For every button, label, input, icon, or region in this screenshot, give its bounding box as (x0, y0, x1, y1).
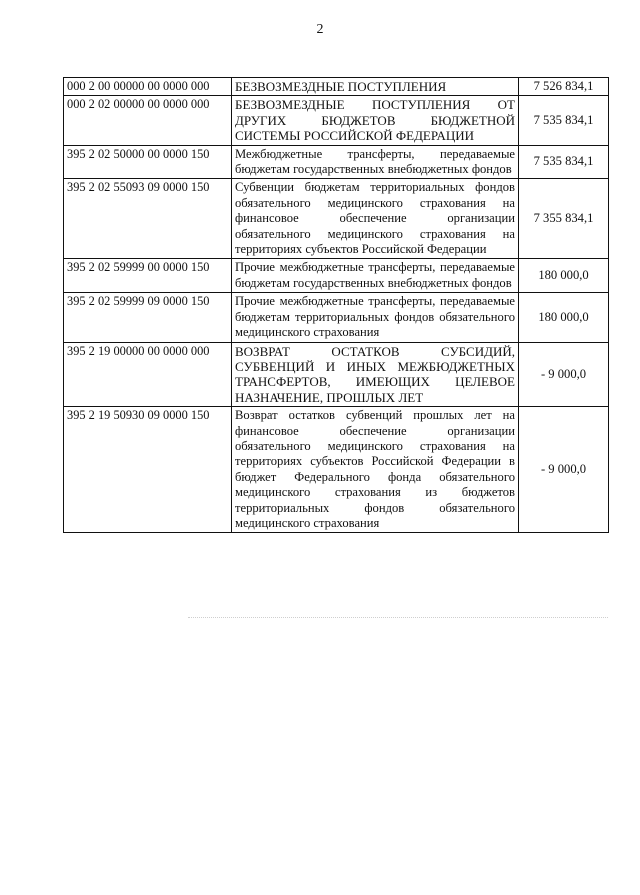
amount-cell: 180 000,0 (519, 259, 609, 293)
budget-code-cell: 395 2 02 59999 00 0000 150 (64, 259, 232, 293)
amount-cell: - 9 000,0 (519, 342, 609, 407)
budget-code-cell: 395 2 19 50930 09 0000 150 (64, 407, 232, 533)
description-cell: Прочие межбюджетные трансферты, передаваемые бюджетам территориальных фондов обязательного медицинского страхования (232, 293, 519, 342)
amount-cell: 7 526 834,1 (519, 78, 609, 96)
amount-cell: 7 535 834,1 (519, 96, 609, 145)
description-cell: Возврат остатков субвенций прошлых лет на финансовое обеспечение организации обязательного медицинского страхования на территориях субъектов Российской Федерации в бюджет Федерального фонда обязательного медицинского страхования из бюджетов территориальных фондов обязательного медицинского страхования (232, 407, 519, 533)
budget-revenue-table (63, 77, 609, 533)
scan-artifact-line (188, 617, 608, 619)
budget-code-cell: 395 2 02 59999 09 0000 150 (64, 293, 232, 342)
table-row (64, 407, 609, 533)
amount-cell: - 9 000,0 (519, 407, 609, 533)
description-cell: Межбюджетные трансферты, передаваемые бюджетам государственных внебюджетных фондов (232, 145, 519, 179)
budget-code-cell: 395 2 02 50000 00 0000 150 (64, 145, 232, 179)
description-cell: Прочие межбюджетные трансферты, передаваемые бюджетам государственных внебюджетных фондов (232, 259, 519, 293)
table-row (64, 96, 609, 145)
table-row (64, 145, 609, 179)
amount-cell: 7 355 834,1 (519, 179, 609, 259)
budget-code-cell: 395 2 19 00000 00 0000 000 (64, 342, 232, 407)
page-number: 2 (316, 22, 324, 37)
table-row (64, 78, 609, 96)
amount-cell: 7 535 834,1 (519, 145, 609, 179)
budget-code-cell: 000 2 00 00000 00 0000 000 (64, 78, 232, 96)
budget-code-cell: 395 2 02 55093 09 0000 150 (64, 179, 232, 259)
table-row (64, 293, 609, 342)
budget-code-cell: 000 2 02 00000 00 0000 000 (64, 96, 232, 145)
description-cell: БЕЗВОЗМЕЗДНЫЕ ПОСТУПЛЕНИЯ (232, 78, 519, 96)
description-cell: БЕЗВОЗМЕЗДНЫЕ ПОСТУПЛЕНИЯ ОТ ДРУГИХ БЮДЖЕТОВ БЮДЖЕТНОЙ СИСТЕМЫ РОССИЙСКОЙ ФЕДЕРАЦИИ (232, 96, 519, 145)
table-row (64, 342, 609, 407)
table-row (64, 259, 609, 293)
amount-cell: 180 000,0 (519, 293, 609, 342)
table-row (64, 179, 609, 259)
description-cell: Субвенции бюджетам территориальных фондов обязательного медицинского страхования на финансовое обеспечение организации обязательного медицинского страхования на территориях субъектов Российской Федерации (232, 179, 519, 259)
description-cell: ВОЗВРАТ ОСТАТКОВ СУБСИДИЙ, СУБВЕНЦИЙ И ИНЫХ МЕЖБЮДЖЕТНЫХ ТРАНСФЕРТОВ, ИМЕЮЩИХ ЦЕЛЕВОЕ НАЗНАЧЕНИЕ, ПРОШЛЫХ ЛЕТ (232, 342, 519, 407)
